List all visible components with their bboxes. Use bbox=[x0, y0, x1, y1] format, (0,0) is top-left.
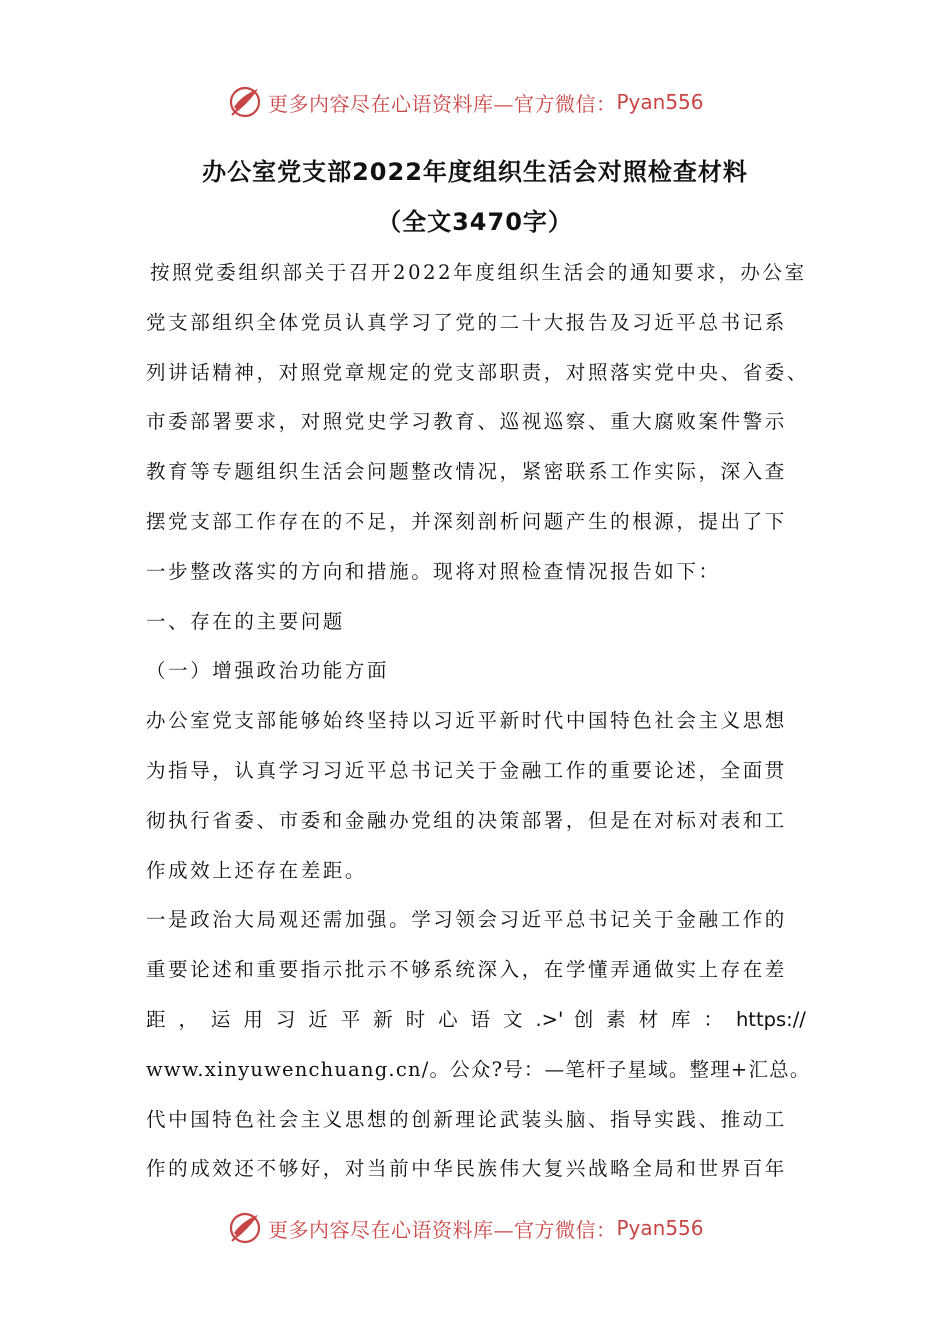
paragraph-line: 为指导，认真学习习近平总书记关于金融工作的重要论述，全面贯 bbox=[146, 758, 787, 782]
quill-logo-icon bbox=[228, 1211, 262, 1245]
document-body bbox=[146, 248, 811, 1194]
paragraph-line: 列讲话精神，对照党章规定的党支部职责，对照落实党中央、省委、 bbox=[146, 360, 810, 384]
paragraph-line: 作的成效还不够好，对当前中华民族伟大复兴战略全局和世界百年 bbox=[146, 1157, 787, 1181]
document-title: 办公室党支部2022年度组织生活会对照检查材料 bbox=[202, 158, 748, 186]
subsection-heading: （一）增强政治功能方面 bbox=[146, 659, 390, 683]
spaced-char: 近 bbox=[308, 1007, 331, 1031]
paragraph-line: 办公室党支部能够始终坚持以习近平新时代中国特色社会主义思想 bbox=[146, 709, 787, 733]
paragraph-line: 重要论述和重要指示批示不够系统深入，在学懂弄通做实上存在差 bbox=[146, 958, 787, 982]
spaced-char: 时 bbox=[405, 1007, 428, 1031]
banner-text: 更多内容尽在心语资料库—官方微信： bbox=[268, 91, 617, 116]
spaced-char: .>' bbox=[535, 1007, 564, 1031]
spaced-char: 心 bbox=[438, 1007, 461, 1031]
paragraph-line: 市委部署要求，对照党史学习教育、巡视巡察、重大腐败案件警示 bbox=[146, 410, 787, 434]
paragraph-line: 作成效上还存在差距。 bbox=[146, 858, 368, 882]
spaced-char: 素 bbox=[606, 1007, 629, 1031]
spaced-char: 新 bbox=[373, 1007, 396, 1031]
paragraph-line: 摆党支部工作存在的不足，并深刻剖析问题产生的根源，提出了下 bbox=[146, 509, 787, 533]
section-heading: 一、存在的主要问题 bbox=[146, 609, 345, 633]
paragraph-line: 教育等专题组织生活会问题整改情况，紧密联系工作实际，深入查 bbox=[146, 460, 787, 484]
banner-content bbox=[228, 1203, 704, 1253]
banner-content bbox=[228, 77, 704, 127]
url-fragment: https:// bbox=[735, 1007, 806, 1031]
paragraph-line: 代中国特色社会主义思想的创新理论武装头脑、指导实践、推动工 bbox=[146, 1107, 787, 1131]
spaced-char: 习 bbox=[275, 1007, 298, 1031]
spaced-char: ， bbox=[178, 1007, 201, 1031]
quill-logo-icon bbox=[228, 85, 262, 119]
url-line: www.xinyuwenchuang.cn/。公众?号：—笔杆子星域。整理+汇总。 bbox=[146, 1057, 811, 1081]
spaced-char: ： bbox=[703, 1007, 726, 1031]
document-subtitle: （全文3470字） bbox=[377, 208, 573, 236]
spaced-char: 语 bbox=[470, 1007, 493, 1031]
spaced-char: 平 bbox=[340, 1007, 363, 1031]
banner-wechat-id: Pyan556 bbox=[616, 90, 704, 114]
spaced-char: 库 bbox=[671, 1007, 694, 1031]
paragraph-line: 按照党委组织部关于召开2022年度组织生活会的通知要求，办公室 bbox=[150, 261, 807, 284]
paragraph-line: 党支部组织全体党员认真学习了党的二十大报告及习近平总书记系 bbox=[146, 310, 787, 334]
spaced-char: 运 bbox=[210, 1007, 234, 1031]
paragraph-line: 彻执行省委、市委和金融办党组的决策部署，但是在对标对表和工 bbox=[146, 808, 787, 832]
spaced-char: 材 bbox=[638, 1007, 661, 1031]
spaced-char: 用 bbox=[243, 1007, 266, 1031]
spaced-char: 创 bbox=[573, 1007, 596, 1031]
paragraph-line: 一是政治大局观还需加强。学习领会习近平总书记关于金融工作的 bbox=[146, 908, 787, 932]
spaced-char: 文 bbox=[502, 1007, 526, 1031]
header-watermark-banner bbox=[0, 77, 950, 127]
footer-watermark-banner bbox=[0, 1203, 950, 1253]
banner-wechat-id: Pyan556 bbox=[616, 1216, 704, 1240]
banner-text: 更多内容尽在心语资料库—官方微信： bbox=[268, 1217, 617, 1242]
spaced-watermark-line bbox=[146, 995, 806, 1045]
paragraph-line: 一步整改落实的方向和措施。现将对照检查情况报告如下： bbox=[146, 559, 721, 583]
spaced-char: 距 bbox=[146, 1007, 169, 1031]
